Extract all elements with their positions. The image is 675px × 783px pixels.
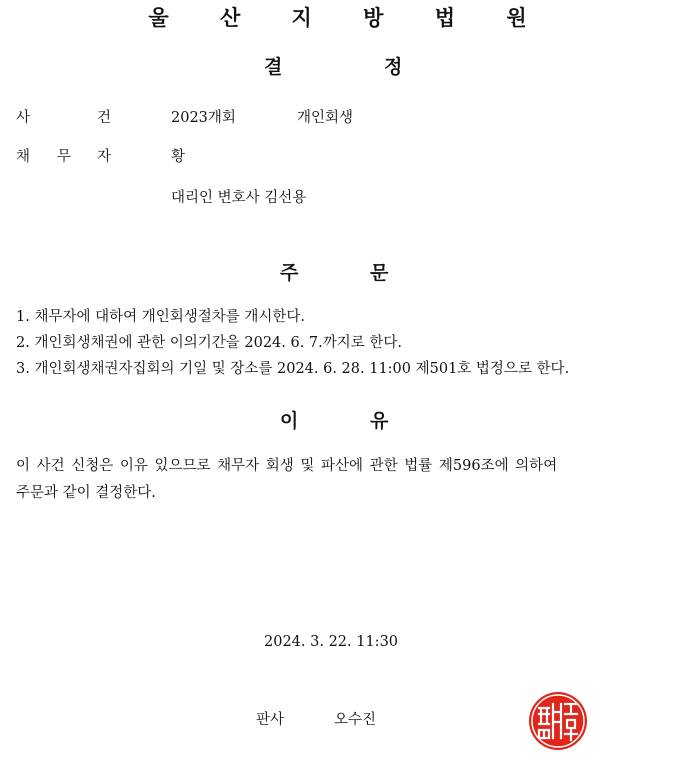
decision-datetime: 2024. 3. 22. 11:30	[264, 634, 399, 650]
doc-type-left: 결	[264, 56, 283, 78]
case-number: 2023개회	[171, 110, 236, 126]
case-label-a: 사	[16, 110, 31, 126]
court-name: 울 산 지 방 법 원	[148, 6, 549, 30]
debtor-name: 황	[171, 149, 186, 165]
reason-heading-left: 이	[280, 410, 299, 432]
order-heading-right: 문	[370, 262, 389, 284]
debtor-label-c: 자	[97, 149, 112, 165]
debtor-agent: 대리인 변호사 김선용	[171, 190, 307, 206]
debtor-label-b: 무	[57, 149, 72, 165]
reason-line-2: 주문과 같이 결정한다.	[16, 485, 156, 501]
doc-type-right: 정	[384, 56, 403, 78]
reason-heading-right: 유	[370, 410, 389, 432]
order-item-1: 1. 채무자에 대하여 개인회생절차를 개시한다.	[16, 309, 306, 325]
judge-seal	[527, 690, 589, 752]
case-label-b: 건	[97, 110, 112, 126]
order-heading-left: 주	[280, 262, 299, 284]
case-name: 개인회생	[297, 110, 354, 126]
judge-title: 판사	[256, 712, 285, 728]
order-item-2: 2. 개인회생채권에 관한 이의기간을 2024. 6. 7.까지로 한다.	[16, 335, 403, 351]
debtor-label-a: 채	[16, 149, 31, 165]
reason-line-1: 이 사건 신청은 이유 있으므로 채무자 회생 및 파산에 관한 법률 제596조에 의하여	[16, 458, 558, 474]
judge-name: 오수진	[334, 712, 377, 728]
order-item-3: 3. 개인회생채권자집회의 기일 및 장소를 2024. 6. 28. 11:00 제501호 법정으로 한다.	[16, 361, 570, 377]
